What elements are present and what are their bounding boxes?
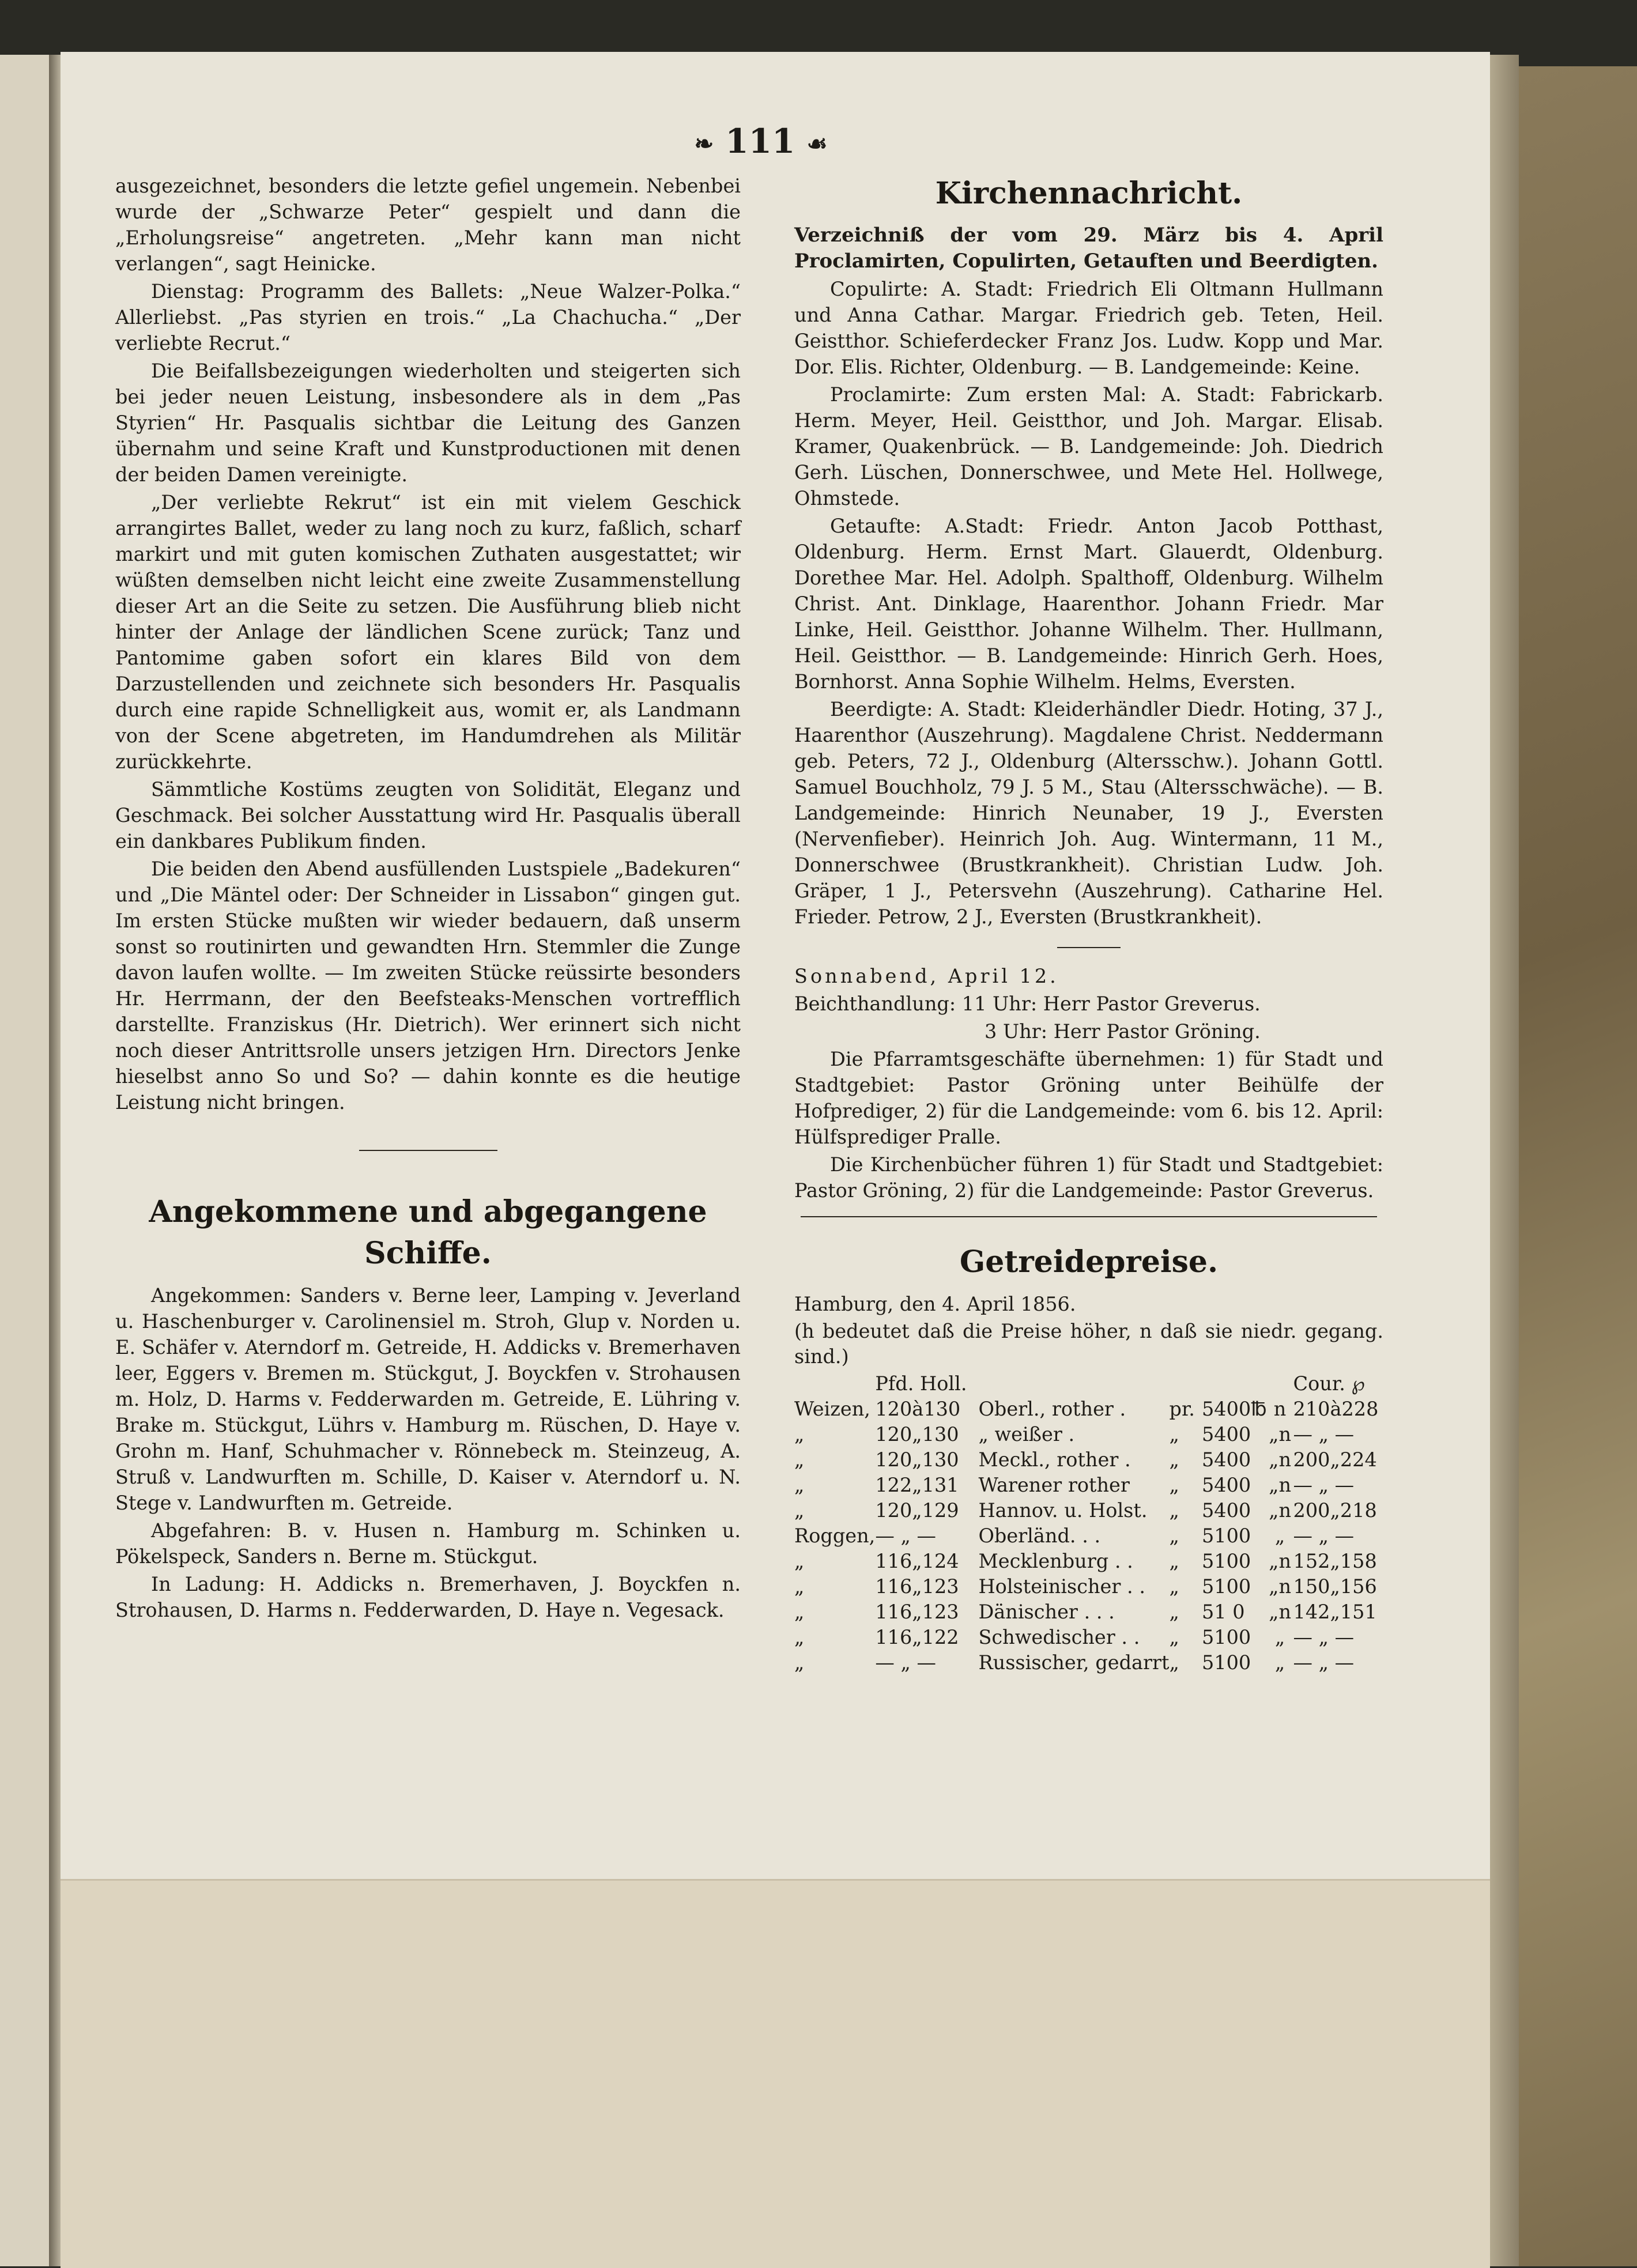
price-cell-rng: — „ —: [1293, 1524, 1355, 1547]
price-cell-cur: „: [1169, 1448, 1179, 1471]
table-row: [794, 1498, 1383, 1523]
divider: [359, 1150, 497, 1151]
price-cell-val: [1202, 1549, 1267, 1574]
price-cell-val: [1202, 1625, 1267, 1650]
price-cell-ind: „n: [1269, 1474, 1292, 1496]
price-cell-cur: „: [1169, 1575, 1179, 1598]
church-books: Die Kirchenbücher führen 1) für Stadt und Stadtgebiet: Pastor Gröning, 2) für die Landgemeinde: Pastor Greverus.: [794, 1153, 1383, 1202]
price-value: 5100: [1201, 1524, 1251, 1547]
ships-arrived: Angekommen: Sanders v. Berne leer, Lamping v. Jeverland u. Haschenburger v. Carolinensiel m. Stroh, Glup v. Norden u. E. Schäfer v. Aterndorf m. Getreide, H. Addicks v. Bremerhaven leer, Eggers v. Bremen m. Stückgut, J. Boyckfen v. Strohausen m. Holz, D. Harms v. Fedderwarden m. Getreide, E. Lühring v. Brake m. Stückgut, Lührs v. Hamburg m. Rüschen, D. Haye v. Grohn m. Hanf, Schuhmacher v. Rönnebeck m. Steinzeug, A. Struß v. Landwurften m. Schille, D. Kaiser v. Aterndorf u. N. Stege v. Landwurften m. Getreide.: [115, 1284, 741, 1514]
price-cell-rng: — „ —: [1293, 1474, 1355, 1496]
price-cell-prod: „: [794, 1575, 805, 1598]
grain-heading: Getreidepreise.: [959, 1244, 1219, 1280]
price-cell-prod: „: [794, 1651, 805, 1674]
page-stack-edge: [1490, 55, 1519, 2266]
table-row: [794, 1397, 1383, 1422]
beerdigte-entry: Beerdigte: A. Stadt: Kleiderhändler Diedr. Hoting, 37 J., Haarenthor (Auszehrung). Magdalene Christ. Neddermann geb. Peters, 72 J., Oldenburg (Altersschw.). Johann Gottl. Samuel Bouchholz, 79 J. 5 M., Stau (Altersschwäche). — B. Landgemeinde: Hinrich Neunaber, 19 J., Eversten (Nervenfieber). Heinrich Joh. Aug. Wintermann, 11 M., Donnerschwee (Brustkrankheit). Christian Ludw. Joh. Gräper, 1 J., Petersvehn (Auszehrung). Catharine Hel. Frieder. Petrow, 2 J., Eversten (Brustkrankheit).: [794, 698, 1383, 928]
price-cell-val: [1202, 1473, 1267, 1498]
price-cell-prod: „: [794, 1550, 805, 1572]
table-header-row: [794, 1371, 1383, 1397]
price-cell-cur: „: [1169, 1524, 1179, 1547]
price-cell-rng: 200„224: [1293, 1448, 1377, 1471]
grain-note: (h bedeutet daß die Preise höher, n daß sie niedr. gegang. sind.): [794, 1320, 1383, 1368]
theater-review-paragraph: Die beiden den Abend ausfüllenden Lustspiele „Badekuren“ und „Die Mäntel oder: Der Schneider in Lissabon“ gingen gut. Im ersten Stücke mußten wir wieder bedauern, daß unserm sonst so routinirten und gewandten Hrn. Stemmler die Zunge davon laufen wollte. — Im zweiten Stücke reüssirte besonders Hr. Herrmann, der den Beefsteaks-Menschen vortrefflich darstellte. Franziskus (Hr. Dietrich). Wer erinnert sich nicht noch dieser Antrittsrolle unsers jetzigen Hrn. Directors Jenke hieselbst anno So und So? — dahin konnte es die heutige Leistung nicht bringen.: [115, 858, 741, 1114]
price-cell-prod: „: [794, 1601, 805, 1623]
price-cell-desc: „ weißer .: [978, 1423, 1075, 1446]
table-row: [794, 1650, 1383, 1675]
parish-duties: Die Pfarramtsgeschäfte übernehmen: 1) für Stadt und Stadtgebiet: Pastor Gröning unter Beihülfe der Hofprediger, 2) für die Landgemeinde: vom 6. bis 12. April: Hülfsprediger Pralle.: [794, 1048, 1383, 1148]
price-cell-val: [1202, 1447, 1267, 1473]
confession-line: Beichthandlung: 11 Uhr: Herr Pastor Greverus.: [794, 993, 1261, 1015]
price-cell-rng: — „ —: [1293, 1423, 1355, 1446]
book-cover-board: [1519, 66, 1637, 2266]
price-cell-ind: „n: [1269, 1499, 1292, 1522]
price-value: 5100: [1201, 1651, 1251, 1674]
price-cell-desc: Dänischer . . .: [978, 1601, 1115, 1623]
price-cell-cur: „: [1169, 1651, 1179, 1674]
copulirte-entry: Copulirte: A. Stadt: Friedrich Eli Oltmann Hullmann und Anna Cathar. Margar. Friedrich geb. Teten, Heil. Geistthor. Schieferdecker Franz Jos. Ludw. Kopp und Mar. Dor. Elis. Richter, Oldenburg. — B. Landgemeinde: Keine.: [794, 278, 1383, 378]
price-cell-val: [1202, 1574, 1267, 1599]
price-cell-ind: n: [1273, 1398, 1287, 1420]
price-cell-q: 120à130: [875, 1398, 961, 1420]
price-cell-desc: Oberl., rother .: [978, 1398, 1126, 1420]
price-cell-ind: „n: [1269, 1575, 1292, 1598]
price-value: 5400: [1201, 1499, 1251, 1522]
price-cell-ind: „n: [1269, 1423, 1292, 1446]
price-cell-cur: „: [1169, 1601, 1179, 1623]
price-cell-desc: Oberländ. . .: [978, 1524, 1101, 1547]
price-cell-rng: 200„218: [1293, 1499, 1377, 1522]
price-value: 5100: [1201, 1550, 1251, 1572]
price-cell-desc: Mecklenburg . .: [978, 1550, 1133, 1572]
table-row: [794, 1447, 1383, 1473]
theater-review-paragraph: „Der verliebte Rekrut“ ist ein mit vielem Geschick arrangirtes Ballet, weder zu lang noch zu kurz, faßlich, scharf markirt und mit guten komischen Zuthaten ausgestattet; wir wüßten demselben nicht leicht eine zweite Zusammenstellung dieser Art an die Seite zu setzen. Die Ausführung blieb nicht hinter der Anlage der ländlichen Scene zurück; Tanz und Pantomime gaben sofort ein klares Bild von dem Darzustellenden und zeichnete sich besonders Hr. Pasqualis durch eine rapide Schnelligkeit aus, womit er, als Landmann von der Scene abgetreten, im Handumdrehen als Militär zurückkehrte.: [115, 491, 741, 773]
price-value: 5400: [1201, 1398, 1251, 1420]
price-cell-desc: Schwedischer . .: [978, 1626, 1140, 1648]
price-cell-cur: „: [1169, 1626, 1179, 1648]
divider: [801, 1216, 1377, 1217]
theater-review-paragraph: Sämmtliche Kostüms zeugten von Solidität, Eleganz und Geschmack. Bei solcher Ausstattung wird Hr. Pasqualis überall ein dankbares Publikum finden.: [115, 778, 741, 852]
price-cell-prod: „: [794, 1448, 805, 1471]
price-cell-cur: „: [1169, 1423, 1179, 1446]
price-cell-q: — „ —: [875, 1524, 936, 1547]
price-cell-prod: „: [794, 1626, 805, 1648]
price-cell-rng: 210à228: [1293, 1398, 1379, 1420]
weight-header: Pfd. Holl.: [875, 1372, 967, 1395]
table-row: [794, 1422, 1383, 1447]
price-cell-cur: „: [1169, 1550, 1179, 1572]
right-column: [794, 173, 1383, 1675]
price-cell-rng: 150„156: [1293, 1575, 1377, 1598]
price-cell-q: 116„123: [875, 1575, 959, 1598]
price-cell-ind: „: [1274, 1626, 1285, 1648]
theater-review-paragraph: ausgezeichnet, besonders die letzte gefiel ungemein. Nebenbei wurde der „Schwarze Peter“ gespielt und dann die „Erholungsreise“ angetreten. „Mehr kann man nicht verlangen“, sagt Heinicke.: [115, 175, 741, 275]
price-cell-ind: „n: [1269, 1448, 1292, 1471]
price-cell-val: [1202, 1599, 1267, 1625]
page-number: ❧ 111 ☙: [694, 122, 828, 161]
price-cell-q: 120„130: [875, 1448, 959, 1471]
price-cell-cur: „: [1169, 1474, 1179, 1496]
price-unit: ℔: [1251, 1398, 1267, 1420]
price-cell-desc: Russischer, gedarrt: [978, 1651, 1170, 1674]
grain-price-table: [794, 1371, 1383, 1675]
price-cell-ind: „n: [1269, 1550, 1292, 1572]
price-cell-val: [1202, 1523, 1267, 1549]
price-cell-q: 116„122: [875, 1626, 959, 1648]
divider: [1057, 947, 1121, 948]
price-cell-q: 122„131: [875, 1474, 959, 1496]
price-cell-desc: Holsteinischer . .: [978, 1575, 1145, 1598]
right-ornament-icon: ☙: [806, 130, 828, 157]
currency-header: Cour. ℘: [1293, 1372, 1365, 1395]
ships-heading: Angekommene und abgegangene Schiffe.: [149, 1194, 707, 1271]
price-cell-cur: „: [1169, 1499, 1179, 1522]
price-cell-prod: Roggen,: [794, 1524, 876, 1547]
price-cell-prod: „: [794, 1423, 805, 1446]
price-cell-prod: Weizen,: [794, 1398, 870, 1420]
price-cell-ind: „: [1274, 1524, 1285, 1547]
price-value: 51 0: [1201, 1601, 1245, 1623]
price-value: 5400: [1201, 1423, 1251, 1446]
price-cell-q: 120„129: [875, 1499, 959, 1522]
price-cell-ind: „n: [1269, 1601, 1292, 1623]
price-value: 5400: [1201, 1474, 1251, 1496]
blank-page-margin: [61, 1879, 1490, 2268]
left-page-edge: [0, 55, 50, 2266]
price-cell-rng: 142„151: [1293, 1601, 1377, 1623]
price-cell-val: [1202, 1498, 1267, 1523]
price-cell-desc: Warener rother: [978, 1474, 1130, 1496]
price-cell-rng: — „ —: [1293, 1651, 1355, 1674]
table-row: [794, 1574, 1383, 1599]
table-row: [794, 1625, 1383, 1650]
price-cell-desc: Meckl., rother .: [978, 1448, 1131, 1471]
price-value: 5400: [1201, 1448, 1251, 1471]
price-cell-prod: „: [794, 1499, 805, 1522]
price-cell-cur: pr.: [1169, 1398, 1195, 1420]
left-ornament-icon: ❧: [694, 130, 714, 157]
table-row: [794, 1599, 1383, 1625]
church-heading: Kirchennachricht.: [935, 176, 1243, 211]
price-cell-prod: „: [794, 1474, 805, 1496]
price-cell-q: 120„130: [875, 1423, 959, 1446]
price-cell-val: [1202, 1422, 1267, 1447]
left-column: [115, 173, 741, 1625]
getaufte-entry: Getaufte: A.Stadt: Friedr. Anton Jacob Potthast, Oldenburg. Herm. Ernst Mart. Glauerdt, Oldenburg. Dorethee Mar. Hel. Adolph. Spalthoff, Oldenburg. Wilhelm Christ. Ant. Dinklage, Haarenthor. Johann Friedr. Mar Linke, Heil. Geistthor. Johanne Wilhelm. Ther. Hullmann, Heil. Geistthor. — B. Landgemeinde: Hinrich Gerh. Hoes, Bornhorst. Anna Sophie Wilhelm. Helms, Eversten.: [794, 515, 1383, 693]
proclamirte-entry: Proclamirte: Zum ersten Mal: A. Stadt: Fabrickarb. Herm. Meyer, Heil. Geistthor, und Joh. Margar. Elisab. Kramer, Quakenbrück. — B. Landgemeinde: Joh. Diedrich Gerh. Lüschen, Donnerschwee, und Mete Hel. Hollwege, Ohmstede.: [794, 383, 1383, 510]
table-row: [794, 1523, 1383, 1549]
price-cell-q: 116„123: [875, 1601, 959, 1623]
ships-departed: Abgefahren: B. v. Husen n. Hamburg m. Schinken u. Pökelspeck, Sanders n. Berne m. Stückgut.: [115, 1519, 741, 1568]
church-subheading: Verzeichniß der vom 29. März bis 4. April Proclamirten, Copulirten, Getauften und Beerdigten.: [794, 224, 1383, 273]
price-cell-rng: — „ —: [1293, 1626, 1355, 1648]
confession-line: 3 Uhr: Herr Pastor Gröning.: [985, 1020, 1261, 1043]
price-cell-val: [1202, 1650, 1267, 1675]
price-cell-ind: „: [1274, 1651, 1285, 1674]
table-row: [794, 1473, 1383, 1498]
ballet-programme: Dienstag: Programm des Ballets: „Neue Walzer-Polka.“ Allerliebst. „Pas styrien en trois.“ „La Chachucha.“ „Der verliebte Recrut.“: [115, 280, 741, 354]
price-cell-q: — „ —: [875, 1651, 936, 1674]
book-gutter: [49, 55, 61, 2266]
ships-loading: In Ladung: H. Addicks n. Bremerhaven, J. Boyckfen n. Strohausen, D. Harms n. Fedderwarden, D. Haye n. Vegesack.: [115, 1573, 741, 1621]
price-cell-q: 116„124: [875, 1550, 959, 1572]
saturday-heading: Sonnabend, April 12.: [794, 965, 1059, 987]
price-value: 5100: [1201, 1626, 1251, 1648]
theater-review-paragraph: Die Beifallsbezeigungen wiederholten und steigerten sich bei jeder neuen Leistung, insbesondere als in dem „Pas Styrien“ Hr. Pasqualis sichtbar die Leitung des Ganzen übernahm und seine Kraft und Kunstproductionen mit denen der beiden Damen vereinigte.: [115, 360, 741, 486]
grain-place-date: Hamburg, den 4. April 1856.: [794, 1293, 1076, 1315]
price-cell-desc: Hannov. u. Holst.: [978, 1499, 1148, 1522]
table-row: [794, 1549, 1383, 1574]
price-value: 5100: [1201, 1575, 1251, 1598]
price-cell-val: [1202, 1397, 1267, 1422]
price-cell-rng: 152„158: [1293, 1550, 1377, 1572]
